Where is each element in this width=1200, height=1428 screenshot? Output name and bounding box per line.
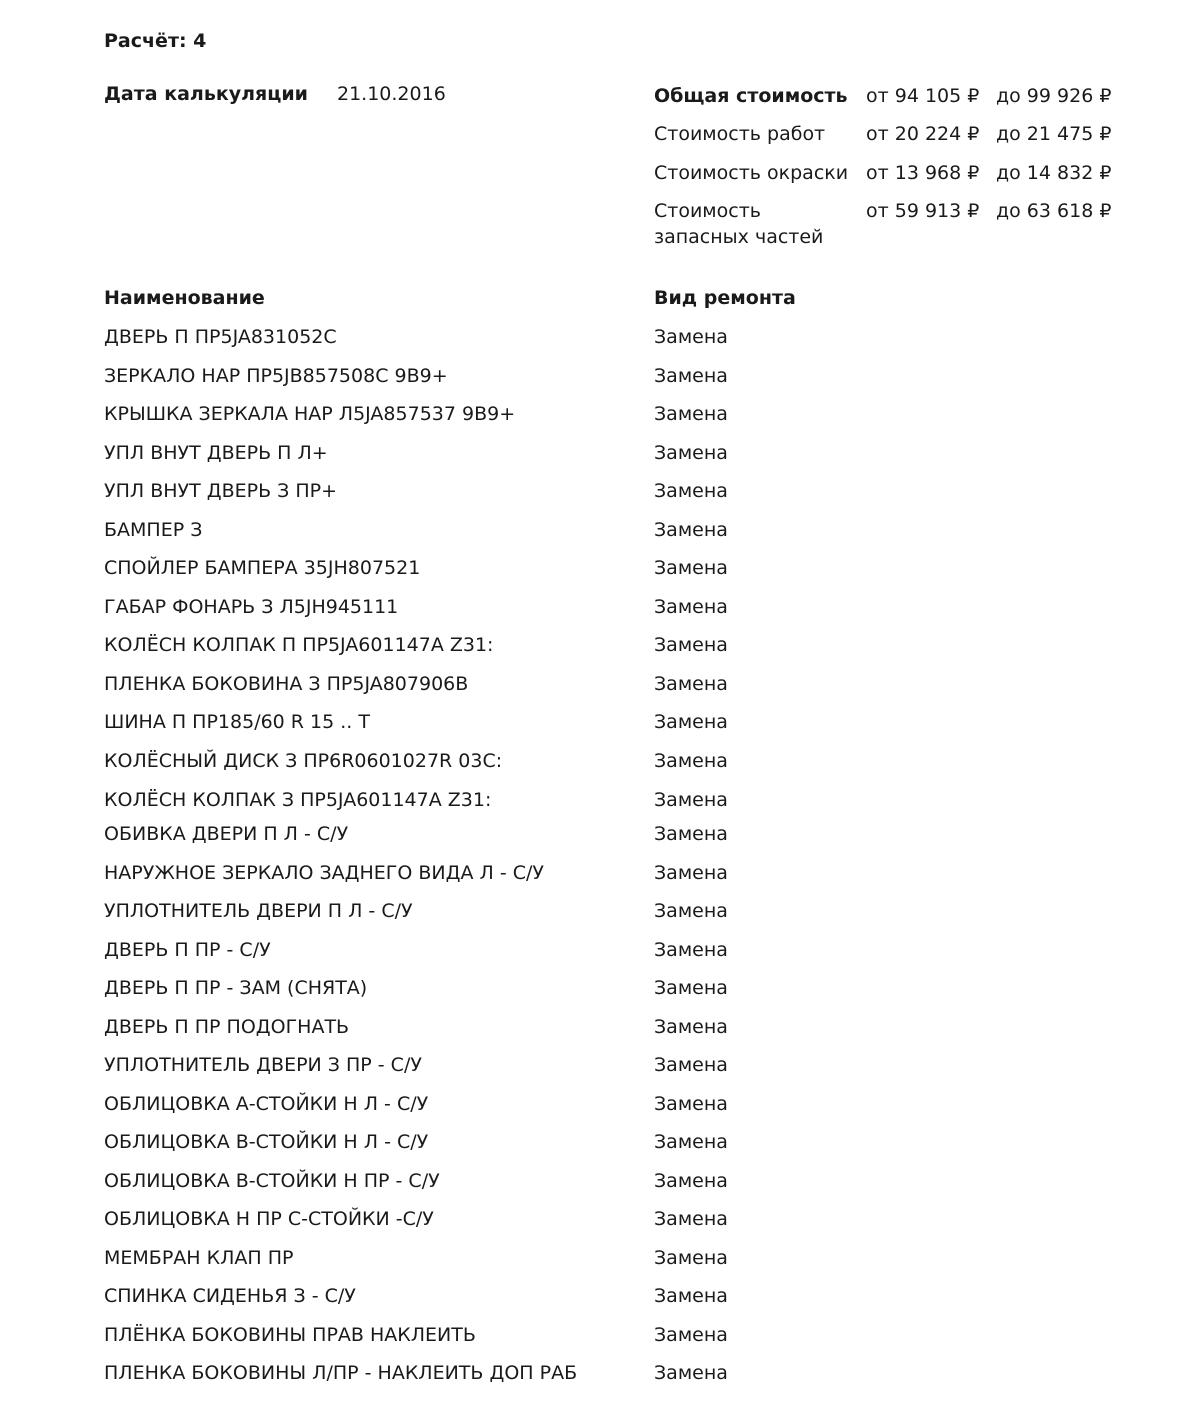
cost-label: Общая стоимость [654, 85, 848, 107]
repair-type: Замена [654, 519, 728, 541]
item-name: ПЛЁНКА БОКОВИНЫ ПРАВ НАКЛЕИТЬ [104, 1324, 476, 1346]
repair-type: Замена [654, 939, 728, 961]
repair-type: Замена [654, 557, 728, 579]
repair-type: Замена [654, 789, 728, 811]
table-row [0, 1016, 1200, 1042]
table-row [0, 480, 1200, 506]
table-row [0, 1093, 1200, 1119]
repair-type: Замена [654, 1170, 728, 1192]
table-row [0, 711, 1200, 737]
cost-to: до 21 475 ₽ [996, 123, 1112, 145]
cost-to: до 63 618 ₽ [996, 200, 1112, 222]
table-row [0, 1247, 1200, 1273]
cost-from: от 20 224 ₽ [866, 123, 980, 145]
repair-type: Замена [654, 596, 728, 618]
item-name: СПИНКА СИДЕНЬЯ З - С/У [104, 1285, 356, 1307]
item-name: ОБЛИЦОВКА А-СТОЙКИ Н Л - С/У [104, 1093, 429, 1115]
item-name: СПОЙЛЕР БАМПЕРА 35JH807521 [104, 557, 421, 579]
table-row [0, 1131, 1200, 1157]
repair-type: Замена [654, 403, 728, 425]
repair-type: Замена [654, 823, 728, 845]
table-row [0, 823, 1200, 849]
table-row [0, 1170, 1200, 1196]
repair-type: Замена [654, 1285, 728, 1307]
item-name: ГАБАР ФОНАРЬ З Л5JH945111 [104, 596, 399, 618]
item-name: НАРУЖНОЕ ЗЕРКАЛО ЗАДНЕГО ВИДА Л - С/У [104, 862, 544, 884]
repair-type: Замена [654, 1093, 728, 1115]
repair-type: Замена [654, 1324, 728, 1346]
cost-to: до 99 926 ₽ [996, 85, 1112, 107]
table-row [0, 1054, 1200, 1080]
item-name: КОЛЁСН КОЛПАК П ПР5JA601147A Z31: [104, 634, 494, 656]
repair-type: Замена [654, 900, 728, 922]
repair-type: Замена [654, 1054, 728, 1076]
table-row [0, 365, 1200, 391]
table-row [0, 939, 1200, 965]
item-name: ДВЕРЬ П ПР5JA831052C [104, 326, 337, 348]
table-row [0, 977, 1200, 1003]
repair-type: Замена [654, 673, 728, 695]
item-name: ПЛЕНКА БОКОВИНЫ Л/ПР - НАКЛЕИТЬ ДОП РАБ [104, 1362, 578, 1384]
repair-type: Замена [654, 1016, 728, 1038]
cost-to: до 14 832 ₽ [996, 162, 1112, 184]
table-row [0, 519, 1200, 545]
repair-type: Замена [654, 1247, 728, 1269]
date-label: Дата калькуляции [104, 83, 308, 105]
item-name: ОБЛИЦОВКА В-СТОЙКИ Н Л - С/У [104, 1131, 429, 1153]
item-name: ДВЕРЬ П ПР ПОДОГНАТЬ [104, 1016, 350, 1038]
table-row [0, 1285, 1200, 1311]
repair-type: Замена [654, 1131, 728, 1153]
item-name: КОЛЁСН КОЛПАК З ПР5JA601147A Z31: [104, 789, 492, 811]
table-row [0, 557, 1200, 583]
item-name: ДВЕРЬ П ПР - С/У [104, 939, 271, 961]
table-row [0, 1362, 1200, 1388]
table-row [0, 1208, 1200, 1234]
item-name: УПЛ ВНУТ ДВЕРЬ З ПР+ [104, 480, 338, 502]
table-row [0, 900, 1200, 926]
table-row [0, 862, 1200, 888]
item-name: УПЛ ВНУТ ДВЕРЬ П Л+ [104, 442, 328, 464]
table-row [0, 596, 1200, 622]
item-name: УПЛОТНИТЕЛЬ ДВЕРИ П Л - С/У [104, 900, 413, 922]
column-header-repair-type: Вид ремонта [654, 287, 796, 309]
repair-type: Замена [654, 1362, 728, 1384]
item-name: КОЛЁСНЫЙ ДИСК З ПР6R0601027R 03C: [104, 750, 503, 772]
item-name: БАМПЕР З [104, 519, 203, 541]
cost-from: от 13 968 ₽ [866, 162, 980, 184]
table-row [0, 1324, 1200, 1350]
item-name: УПЛОТНИТЕЛЬ ДВЕРИ З ПР - С/У [104, 1054, 422, 1076]
item-name: ЗЕРКАЛО НАР ПР5JB857508C 9B9+ [104, 365, 448, 387]
repair-type: Замена [654, 480, 728, 502]
date-value: 21.10.2016 [337, 83, 446, 105]
table-row [0, 634, 1200, 660]
cost-label: Стоимость запасных частей [654, 200, 824, 248]
item-name: КРЫШКА ЗЕРКАЛА НАР Л5JA857537 9B9+ [104, 403, 516, 425]
repair-type: Замена [654, 442, 728, 464]
cost-from: от 94 105 ₽ [866, 85, 980, 107]
table-row [0, 326, 1200, 352]
column-header-name: Наименование [104, 287, 265, 309]
table-row [0, 442, 1200, 468]
item-name: ДВЕРЬ П ПР - ЗАМ (СНЯТА) [104, 977, 368, 999]
repair-type: Замена [654, 634, 728, 656]
item-name: ПЛЕНКА БОКОВИНА З ПР5JA807906B [104, 673, 469, 695]
item-name: ОБЛИЦОВКА Н ПР С-СТОЙКИ -С/У [104, 1208, 434, 1230]
table-row [0, 403, 1200, 429]
repair-type: Замена [654, 977, 728, 999]
repair-type: Замена [654, 1208, 728, 1230]
repair-type: Замена [654, 750, 728, 772]
cost-label: Стоимость окраски [654, 162, 849, 184]
cost-from: от 59 913 ₽ [866, 200, 980, 222]
item-name: МЕМБРАН КЛАП ПР [104, 1247, 294, 1269]
item-name: ШИНА П ПР185/60 R 15 .. T [104, 711, 370, 733]
repair-type: Замена [654, 862, 728, 884]
cost-label: Стоимость работ [654, 123, 826, 145]
repair-type: Замена [654, 326, 728, 348]
item-name: ОБЛИЦОВКА В-СТОЙКИ Н ПР - С/У [104, 1170, 440, 1192]
table-row [0, 789, 1200, 815]
table-row [0, 750, 1200, 776]
item-name: ОБИВКА ДВЕРИ П Л - С/У [104, 823, 349, 845]
page-title: Расчёт: 4 [104, 30, 207, 52]
table-row [0, 673, 1200, 699]
repair-type: Замена [654, 711, 728, 733]
repair-type: Замена [654, 365, 728, 387]
